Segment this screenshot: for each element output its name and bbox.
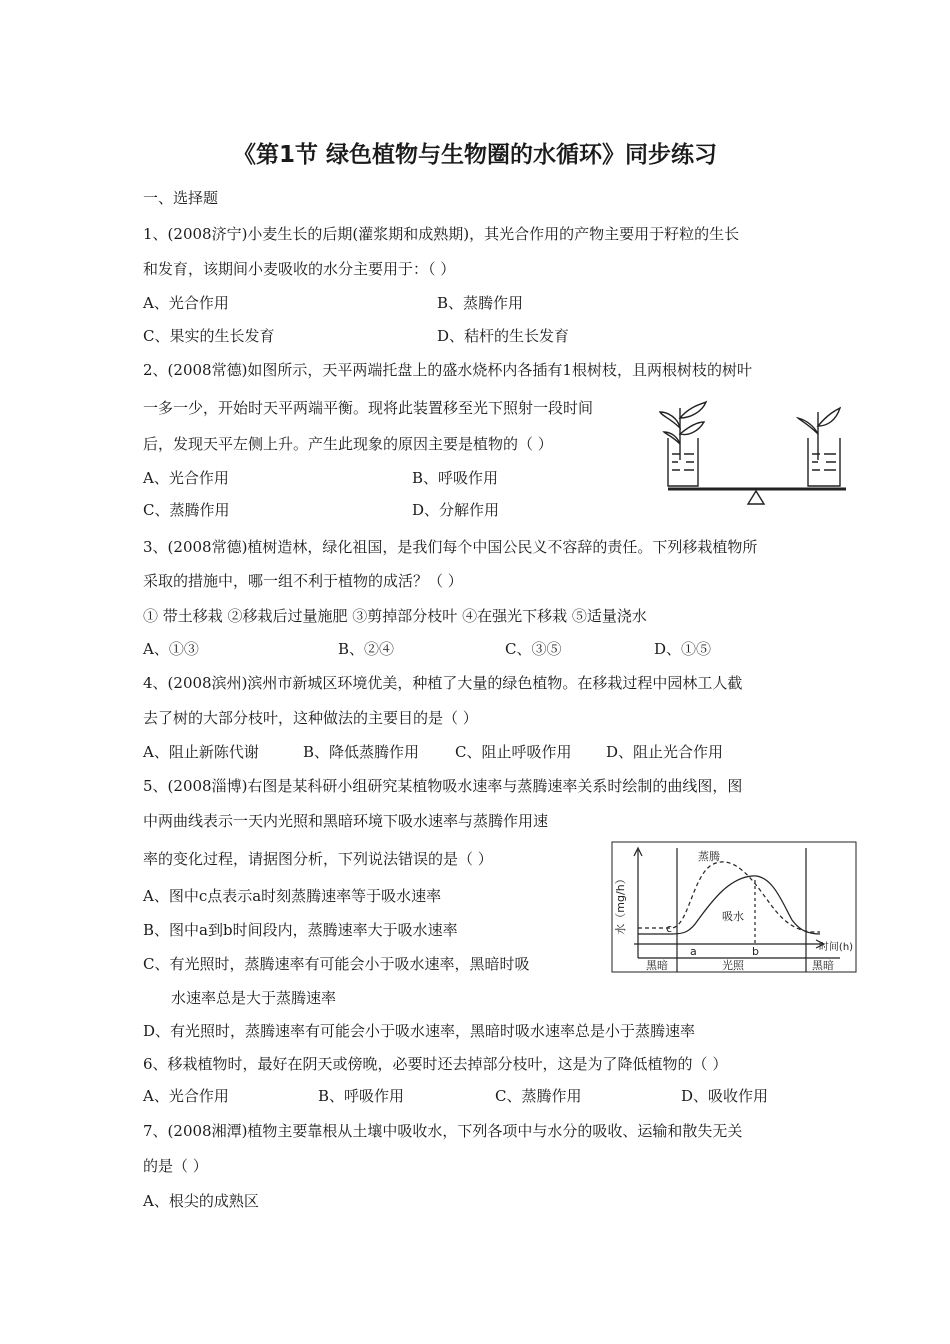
right-plant-leaf [798,418,818,434]
left-water-line [672,454,694,470]
left-plant-leaf [660,412,680,428]
q5-option-a: A、图中c点表示a时刻蒸腾速率等于吸水速率 [143,887,442,905]
q7-stem-line1: 7、(2008湘潭)植物主要靠根从土壤中吸收水，下列各项中与水分的吸收、运输和散失无关 [143,1122,743,1140]
region-light: 光照 [722,959,744,972]
right-water-line [812,454,836,470]
page-title: 《第1节 绿色植物与生物圈的水循环》同步练习 [232,142,717,168]
region-dark-1: 黑暗 [646,959,668,972]
q6-option-a: A、光合作用 [143,1087,229,1105]
q5-option-c-line2: 水速率总是大于蒸腾速率 [171,989,337,1007]
q2-stem-line1: 2、(2008常德)如图所示，天平两端托盘上的盛水烧杯内各插有1根树枝，且两根树枝的树叶 [143,361,752,379]
q6-option-b: B、呼吸作用 [318,1087,405,1105]
q5-option-c-line1: C、有光照时，蒸腾速率有可能会小于吸水速率，黑暗时吸 [143,955,530,973]
right-plant-leaf [818,408,840,426]
q3-option-d: D、①⑤ [654,640,712,658]
y-axis-label: 水（mg/h） [614,873,627,935]
q3-option-b: B、②④ [338,640,395,658]
q3-stem-line2: 采取的措施中，哪一组不利于植物的成活？（ ） [143,572,463,590]
q3-option-a: A、①③ [143,640,199,658]
q1-option-a: A、光合作用 [143,294,229,312]
q2-option-c: C、蒸腾作用 [143,501,230,519]
left-plant-leaf [664,432,680,444]
q4-stem-line2: 去了树的大部分枝叶，这种做法的主要目的是（ ） [143,709,478,727]
x-axis-label: 时间(h) [818,942,854,953]
balance-figure [668,398,868,508]
q7-stem-line2: 的是（ ） [143,1157,208,1175]
q2-stem-line3: 后，发现天平左侧上升。产生此现象的原因主要是植物的（ ） [143,435,553,453]
q5-option-d: D、有光照时，蒸腾速率有可能会小于吸水速率，黑暗时吸水速率总是小于蒸腾速率 [143,1022,696,1040]
left-plant-leaf [680,422,704,435]
q1-stem-line2: 和发育，该期间小麦吸收的水分主要用于：（ ） [143,260,456,278]
q7-option-a: A、根尖的成熟区 [143,1192,259,1210]
point-b-label: b [752,945,759,958]
q6-option-c: C、蒸腾作用 [495,1087,582,1105]
q2-option-b: B、呼吸作用 [412,469,499,487]
q4-option-b: B、降低蒸腾作用 [303,743,420,761]
section-heading: 一、选择题 [143,189,219,207]
water-rate-graph [610,840,860,975]
q3-measures: ① 带土移栽 ②移栽后过量施肥 ③剪掉部分枝叶 ④在强光下移栽 ⑤适量浇水 [143,607,647,625]
q5-stem-line1: 5、(2008淄博)右图是某科研小组研究某植物吸水速率与蒸腾速率关系时绘制的曲线图，图 [143,777,743,795]
q4-option-a: A、阻止新陈代谢 [143,743,259,761]
q4-stem-line1: 4、(2008滨州)滨州市新城区环境优美，种植了大量的绿色植物。在移栽过程中园林工人截 [143,674,743,692]
absorption-label: 吸水 [722,910,744,923]
point-c-label: c [666,922,673,935]
q4-option-c: C、阻止呼吸作用 [455,743,572,761]
q1-option-d: D、秸杆的生长发育 [437,327,570,345]
q5-option-b: B、图中a到b时间段内，蒸腾速率大于吸水速率 [143,921,458,939]
q5-stem-line2: 中两曲线表示一天内光照和黑暗环境下吸水速率与蒸腾作用速 [143,812,549,830]
transpiration-label: 蒸腾 [698,850,720,863]
region-dark-2: 黑暗 [812,959,834,972]
q2-option-a: A、光合作用 [143,469,229,487]
q6-stem-line1: 6、移栽植物时，最好在阴天或傍晚，必要时还去掉部分枝叶，这是为了降低植物的（ ） [143,1055,728,1073]
q1-stem-line1: 1、(2008济宁)小麦生长的后期(灌浆期和成熟期)，其光合作用的产物主要用于籽粒的生长 [143,225,740,243]
q5-stem-line3: 率的变化过程，请据图分析，下列说法错误的是（ ） [143,850,493,868]
q3-option-c: C、③⑤ [505,640,562,658]
point-a-label: a [690,945,697,958]
q4-option-d: D、阻止光合作用 [606,743,724,761]
q2-option-d: D、分解作用 [412,501,500,519]
left-plant-leaf [680,402,706,418]
balance-fulcrum [748,491,764,504]
q3-stem-line1: 3、(2008常德)植树造林，绿化祖国，是我们每个中国公民义不容辞的责任。下列移栽植物所 [143,538,758,556]
q2-stem-line2: 一多一少，开始时天平两端平衡。现将此装置移至光下照射一段时间 [143,399,594,417]
q1-option-c: C、果实的生长发育 [143,327,275,345]
q1-option-b: B、蒸腾作用 [437,294,524,312]
q6-option-d: D、吸收作用 [681,1087,769,1105]
